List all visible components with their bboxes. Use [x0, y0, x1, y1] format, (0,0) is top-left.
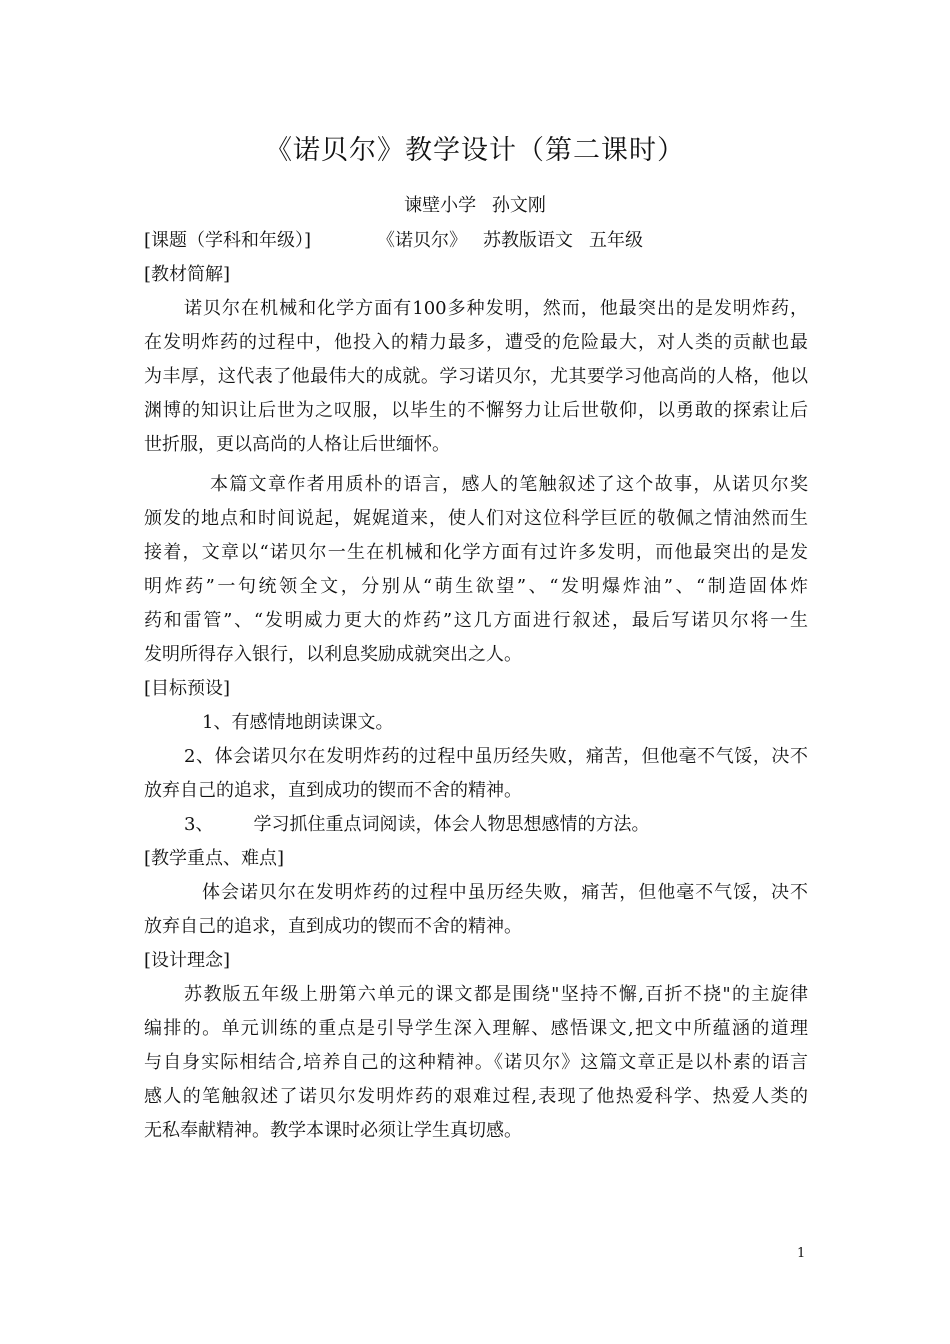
paragraph-line: 在发明炸药的过程中，他投入的精力最多，遭受的危险最大，对人类的贡献也最 — [144, 332, 808, 353]
subject-label: [课题（学科和年级）] — [144, 230, 312, 251]
objective-item-3 — [144, 808, 808, 842]
paragraph-line: 与自身实际相结合,培养自己的这种精神。《诺贝尔》这篇文章正是以朴素的语言 — [144, 1052, 808, 1073]
paragraph-line: 渊博的知识让后世为之叹服，以毕生的不懈努力让后世敬仰，以勇敢的探索让后 — [144, 400, 808, 421]
document-body — [144, 224, 808, 1148]
paragraph-line: 编排的。单元训练的重点是引导学生深入理解、感悟课文,把文中所蕴涵的道理 — [144, 1018, 808, 1039]
author-line: 谏壁小学 孙文刚 — [404, 195, 546, 216]
section-heading-key-points: [教学重点、难点] — [144, 848, 285, 869]
paragraph-line: 本篇文章作者用质朴的语言，感人的笔触叙述了这个故事，从诺贝尔奖 — [210, 474, 808, 495]
objective-item-3-number: 3、 — [184, 814, 214, 835]
paragraph-line: 世折服，更以高尚的人格让后世缅怀。 — [144, 434, 450, 455]
document-title: 《诺贝尔》教学设计（第二课时） — [265, 135, 685, 166]
paragraph-line: 放弃自己的追求，直到成功的锲而不舍的精神。 — [144, 916, 522, 937]
paragraph-line: 明炸药”一句统领全文，分别从“萌生欲望”、“发明爆炸油”、“制造固体炸 — [144, 576, 808, 597]
section-heading-materials: [教材简解] — [144, 264, 231, 285]
subject-edition: 苏教版语文 — [483, 230, 574, 251]
subject-lesson: 《诺贝尔》 — [377, 230, 468, 251]
paragraph-line: 接着，文章以“诺贝尔一生在机械和化学方面有过许多发明，而他最突出的是发 — [144, 542, 808, 563]
objective-item-2-line: 2、体会诺贝尔在发明炸药的过程中虽历经失败，痛苦，但他毫不气馁，决不 — [184, 746, 808, 767]
paragraph-line: 发明所得存入银行，以利息奖励成就突出之人。 — [144, 644, 522, 665]
objective-item-1: 1、有感情地朗读课文。 — [202, 712, 394, 733]
paragraph-line: 感人的笔触叙述了诺贝尔发明炸药的艰难过程,表现了他热爱科学、热爱人类的 — [144, 1086, 808, 1107]
subject-grade: 五年级 — [589, 230, 644, 251]
page-number: 1 — [797, 1246, 806, 1261]
paragraph-line: 药和雷管”、“发明威力更大的炸药”这几方面进行叙述，最后写诺贝尔将一生 — [144, 610, 808, 631]
paragraph-line: 体会诺贝尔在发明炸药的过程中虽历经失败，痛苦，但他毫不气馁，决不 — [202, 882, 808, 903]
objective-item-2-line: 放弃自己的追求，直到成功的锲而不舍的精神。 — [144, 780, 522, 801]
section-heading-philosophy: [设计理念] — [144, 950, 231, 971]
section-heading-objectives: [目标预设] — [144, 678, 231, 699]
subject-line — [144, 224, 808, 258]
paragraph-line: 颁发的地点和时间说起，娓娓道来，使人们对这位科学巨匠的敬佩之情油然而生 — [144, 508, 808, 529]
objective-item-3-text: 学习抓住重点词阅读，体会人物思想感情的方法。 — [253, 814, 650, 835]
paragraph-line: 苏教版五年级上册第六单元的课文都是围绕"坚持不懈,百折不挠"的主旋律 — [184, 984, 808, 1005]
paragraph-line: 无私奉献精神。教学本课时必须让学生真切感。 — [144, 1120, 522, 1141]
paragraph-line: 为丰厚，这代表了他最伟大的成就。学习诺贝尔，尤其要学习他高尚的人格，他以 — [144, 366, 808, 387]
paragraph-line: 诺贝尔在机械和化学方面有100多种发明，然而，他最突出的是发明炸药， — [184, 298, 808, 319]
